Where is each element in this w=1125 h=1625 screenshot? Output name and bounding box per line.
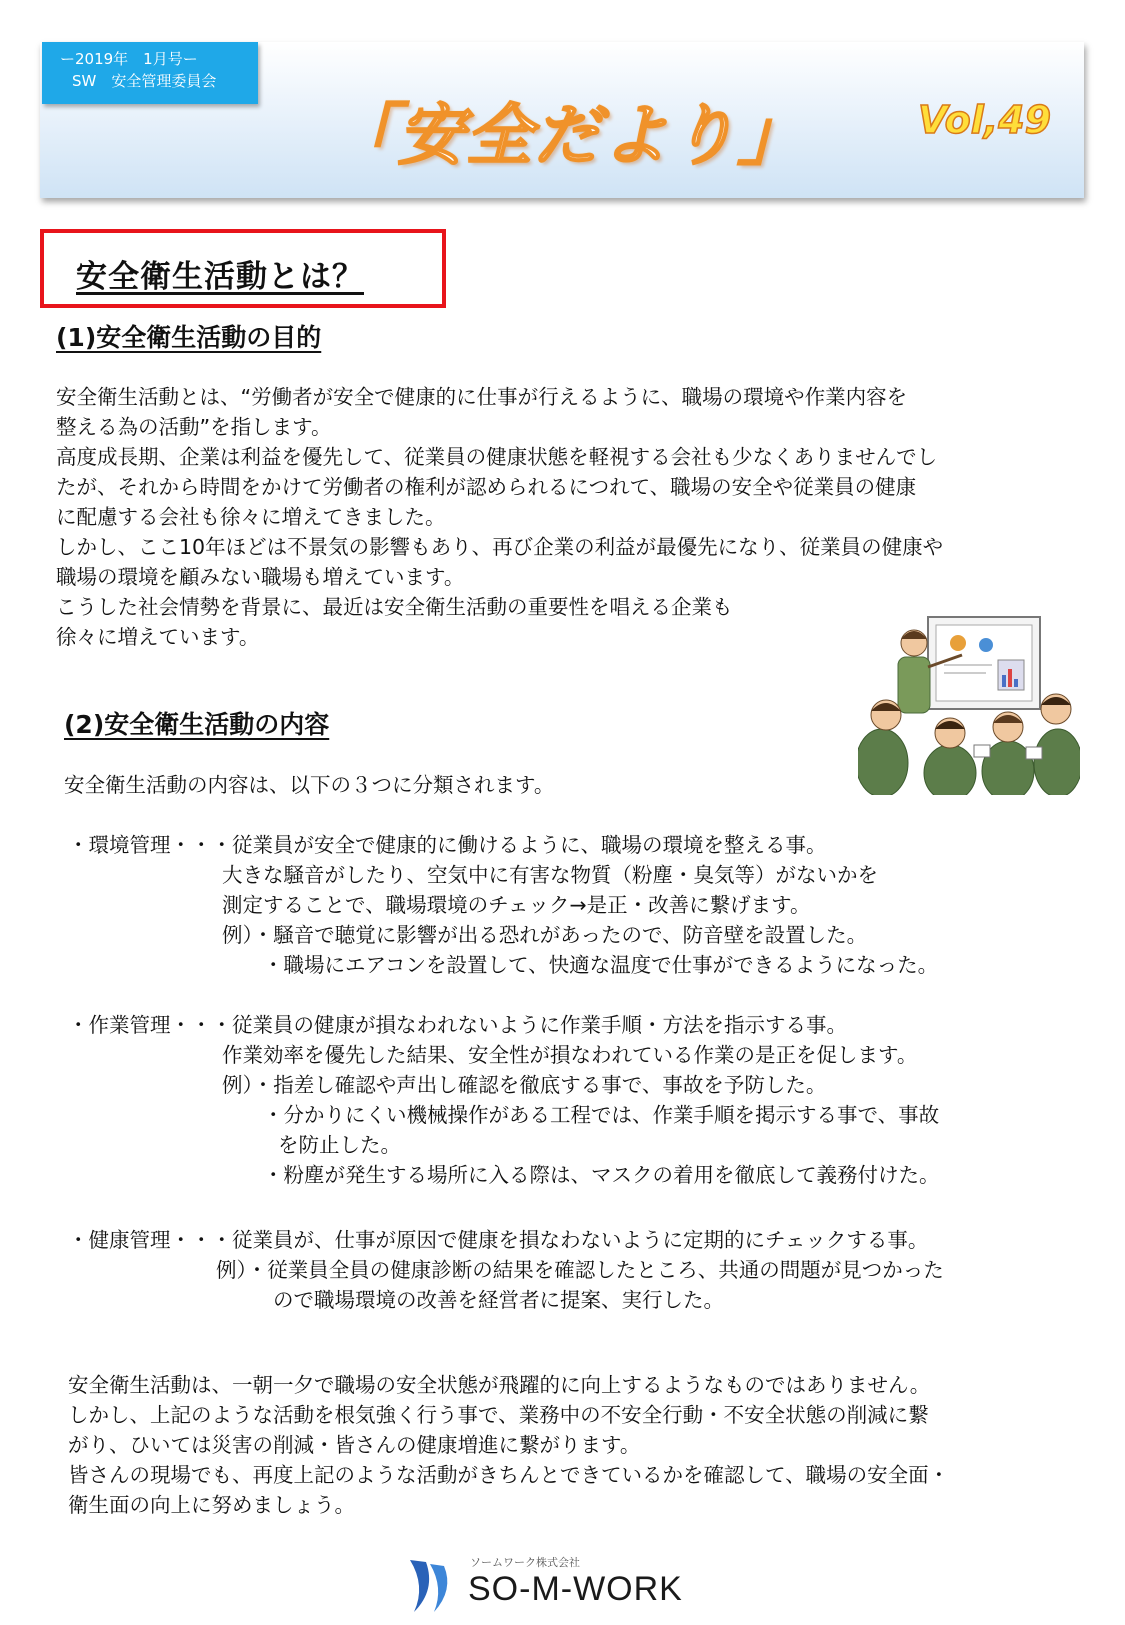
- health-management: [68, 1225, 944, 1315]
- wave-logo-icon: [404, 1556, 464, 1614]
- section1-body: [56, 382, 943, 652]
- body-line: 安全衛生活動は、一朝一夕で職場の安全状態が飛躍的に向上するようなものではありません。: [68, 1373, 931, 1397]
- body-line: しかし、ここ10年ほどは不景気の影響もあり、再び企業の利益が最優先になり、従業員の健康や: [56, 535, 944, 559]
- body-line: ・環境管理・・・従業員が安全で健康的に働けるように、職場の環境を整える事。: [68, 833, 827, 857]
- topic-title: 安全衛生活動とは？: [76, 259, 364, 295]
- body-line: 例）・従業員全員の健康診断の結果を確認したところ、共通の問題が見つかった: [216, 1258, 944, 1282]
- work-management: [68, 1010, 940, 1190]
- logo-text: SO-M-WORK: [468, 1570, 683, 1608]
- body-line: 作業効率を優先した結果、安全性が損なわれている作業の是正を促します。: [222, 1043, 918, 1067]
- body-line: 大きな騒音がしたり、空気中に有害な物質（粉塵・臭気等）がないかを: [222, 863, 878, 887]
- company-logo: [404, 1552, 704, 1618]
- body-line: ・職場にエアコンを設置して、快適な温度で仕事ができるようになった。: [263, 953, 939, 977]
- body-line: たが、それから時間をかけて労働者の権利が認められるにつれて、職場の安全や従業員の健康: [56, 475, 917, 499]
- volume-number: Vol,49: [918, 98, 1052, 142]
- body-line: 高度成長期、企業は利益を優先して、従業員の健康状態を軽視する会社も少なくありませんでし: [56, 445, 938, 469]
- body-line: に配慮する会社も徐々に増えてきました。: [56, 505, 446, 529]
- body-line: 安全衛生活動とは、“労働者が安全で健康的に仕事が行えるように、職場の環境や作業内容を: [56, 385, 908, 409]
- closing-paragraph: [68, 1370, 949, 1520]
- topic-box: [40, 229, 446, 308]
- body-line: ・健康管理・・・従業員が、仕事が原因で健康を損なわないように定期的にチェックする事。: [68, 1228, 929, 1252]
- section1-heading: (1)安全衛生活動の目的: [56, 323, 322, 352]
- body-line: ので職場環境の改善を経営者に提案、実行した。: [273, 1288, 724, 1312]
- body-line: ・粉塵が発生する場所に入る際は、マスクの着用を徹底して義務付けた。: [263, 1163, 940, 1187]
- body-line: 整える為の活動”を指します。: [56, 415, 332, 439]
- body-line: がり、ひいては災害の削減・皆さんの健康増進に繋がります。: [68, 1433, 641, 1457]
- body-line: 皆さんの現場でも、再度上記のような活動がきちんとできているかを確認して、職場の安全面・: [68, 1463, 950, 1487]
- committee-name: SW 安全管理委員会: [72, 72, 217, 90]
- body-line: ・分かりにくい機械操作がある工程では、作業手順を掲示する事で、事故: [263, 1103, 940, 1127]
- body-line: しかし、上記のような活動を根気強く行う事で、業務中の不安全行動・不安全状態の削減に繋: [68, 1403, 929, 1427]
- body-line: ・作業管理・・・従業員の健康が損なわれないように作業手順・方法を指示する事。: [68, 1013, 847, 1037]
- body-line: 例）・指差し確認や声出し確認を徹底する事で、事故を予防した。: [222, 1073, 827, 1097]
- body-line: 衛生面の向上に努めましょう。: [68, 1493, 355, 1517]
- masthead-title: 「安全だより」: [330, 97, 806, 174]
- body-line: 職場の環境を顧みない職場も増えています。: [56, 565, 465, 589]
- body-line: を防止した。: [278, 1133, 401, 1157]
- body-line: 例）・騒音で聴覚に影響が出る恐れがあったので、防音壁を設置した。: [222, 923, 868, 947]
- issue-date: ー2019年 1月号ー: [60, 50, 198, 68]
- section2-heading: (2)安全衛生活動の内容: [64, 710, 330, 739]
- company-name-small: ソームワーク株式会社: [470, 1556, 580, 1569]
- section2-intro: 安全衛生活動の内容は、以下の３つに分類されます。: [64, 773, 555, 797]
- meeting-illustration: [858, 615, 1080, 795]
- issue-tab: [42, 42, 258, 104]
- body-line: 測定することで、職場環境のチェック→是正・改善に繋げます。: [222, 893, 811, 917]
- body-line: こうした社会情勢を背景に、最近は安全衛生活動の重要性を唱える企業も: [56, 595, 733, 619]
- body-line: 徐々に増えています。: [56, 625, 260, 649]
- environment-management: [68, 830, 938, 980]
